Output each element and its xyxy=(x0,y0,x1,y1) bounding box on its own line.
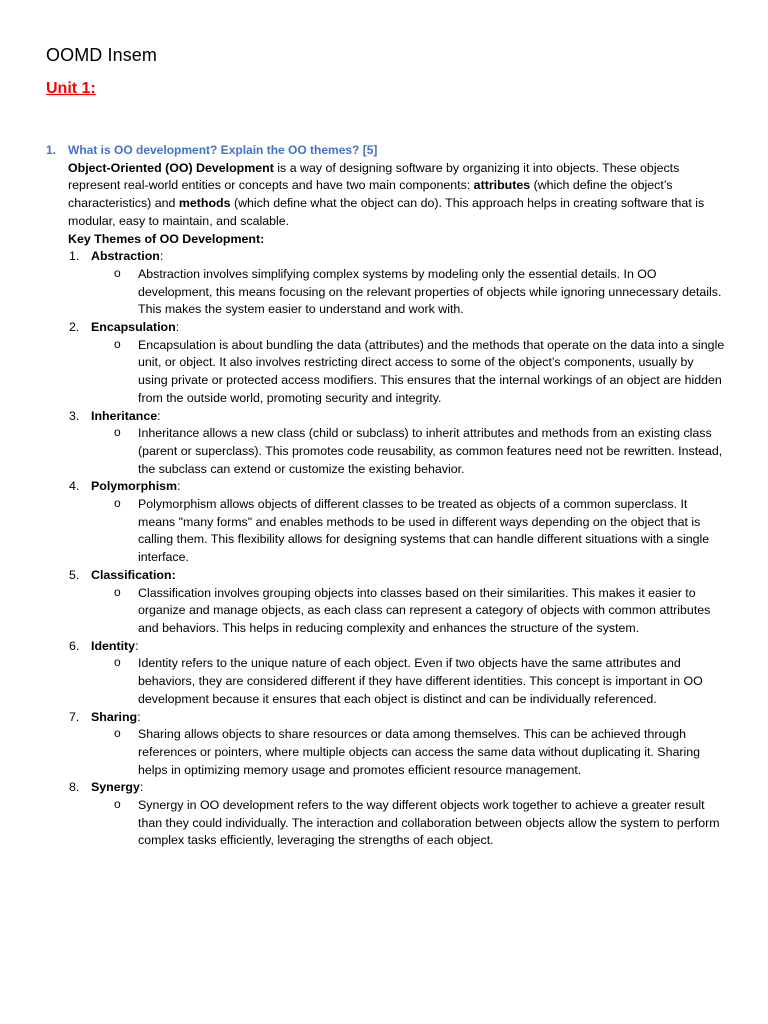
theme-item-abstraction xyxy=(68,248,726,319)
bullet-icon: o xyxy=(114,655,121,670)
theme-item-synergy xyxy=(68,779,726,850)
bullet-icon: o xyxy=(114,726,121,741)
theme-name: Sharing xyxy=(91,709,138,724)
theme-name: Abstraction xyxy=(91,249,160,264)
intro-text-2: (which define the object’s characteristics) and xyxy=(68,178,673,211)
theme-description xyxy=(91,655,726,708)
question-heading xyxy=(46,142,726,160)
theme-suffix: : xyxy=(139,780,144,795)
theme-number: 5. xyxy=(69,567,80,582)
theme-description-text: Synergy in OO development refers to the way different objects work together to achieve a greater result than they could individually. The interaction and collaboration between objects allow the system to perform complex tasks efficiently, leveraging the strengths of each object. xyxy=(138,798,720,848)
themes-list xyxy=(68,248,726,850)
theme-suffix: : xyxy=(157,408,161,423)
theme-item-inheritance xyxy=(68,408,726,479)
theme-description-text: Sharing allows objects to share resources or data among themselves. This can be achieved through references or pointers, where multiple objects can access the same data without duplicating it. Sharing helps in optimizing memory usage and promotes efficient resource management. xyxy=(138,727,701,777)
theme-description-text: Polymorphism allows objects of different classes to be treated as objects of a common superclass. It means "many forms" and enables methods to be used in different ways depending on the object that is calling them. This flexibility allows for designing systems that can handle different situations with a single interface. xyxy=(138,497,710,565)
theme-description xyxy=(91,496,726,567)
bullet-icon: o xyxy=(114,797,121,812)
theme-name: Polymorphism xyxy=(91,479,178,494)
theme-suffix: : xyxy=(159,249,164,264)
theme-name: Inheritance xyxy=(91,408,158,423)
theme-description xyxy=(91,425,726,478)
document-title: OOMD Insem xyxy=(46,45,158,65)
bullet-icon: o xyxy=(114,496,121,511)
theme-name: Encapsulation xyxy=(91,320,176,335)
theme-name: Identity xyxy=(91,638,136,653)
theme-name: Classification: xyxy=(91,567,176,582)
question-number: 1. xyxy=(46,143,57,157)
theme-suffix: : xyxy=(175,320,180,335)
theme-number: 1. xyxy=(69,249,80,264)
intro-text-3: (which define what the object can do). This approach helps in creating software that is modular, easy to maintain, and scalable. xyxy=(68,196,705,228)
theme-description-text: Identity refers to the unique nature of each object. Even if two objects have the same attributes and behaviors, they are considered different if they have different identities. This concept is important in OO development because it ensures that each object is distinct and can be individually referenced. xyxy=(138,656,703,706)
theme-description xyxy=(91,797,726,850)
theme-item-classification xyxy=(68,567,726,638)
intro-methods: methods xyxy=(178,196,231,211)
intro-term: Object-Oriented (OO) Development xyxy=(68,160,274,175)
theme-description-text: Encapsulation is about bundling the data (attributes) and the methods that operate on the data into a single unit, or object. It also involves restricting direct access to some of the object’s components, usually by using private or protected access modifiers. This ensures that the internal workings of an object are hidden from the outside world, promoting security and integrity. xyxy=(138,337,725,405)
theme-number: 7. xyxy=(69,709,80,724)
theme-description xyxy=(91,726,726,779)
bullet-icon: o xyxy=(114,425,121,440)
bullet-icon: o xyxy=(114,336,121,351)
theme-suffix: : xyxy=(177,479,181,494)
theme-suffix: : xyxy=(135,638,139,653)
theme-description xyxy=(91,337,726,408)
theme-description-text: Classification involves grouping objects into classes based on their similarities. This makes it easier to organize and manage objects, as each class can represent a category of objects with common attributes and behaviors. This helps in reducing complexity and enhances the structure of the system. xyxy=(138,585,711,635)
bullet-icon: o xyxy=(114,584,121,599)
bullet-icon: o xyxy=(114,265,121,280)
theme-number: 6. xyxy=(69,638,80,653)
theme-description xyxy=(91,266,726,319)
theme-number: 8. xyxy=(69,780,80,795)
theme-item-identity xyxy=(68,638,726,709)
unit-heading: Unit 1: xyxy=(46,80,96,97)
intro-text-1: is a way of designing software by organizing it into objects. These objects represent real-world entities or concepts and have two main components: xyxy=(68,160,680,193)
key-themes-heading: Key Themes of OO Development: xyxy=(68,231,265,246)
theme-number: 3. xyxy=(69,408,80,423)
intro-paragraph xyxy=(68,160,726,231)
intro-attributes: attributes xyxy=(473,178,531,193)
theme-item-encapsulation xyxy=(68,319,726,408)
theme-item-sharing xyxy=(68,709,726,780)
theme-number: 4. xyxy=(69,479,80,494)
question-text: What is OO development? Explain the OO themes? [5] xyxy=(68,143,378,157)
theme-description-text: Inheritance allows a new class (child or subclass) to inherit attributes and methods from an existing class (parent or superclass). This promotes code reusability, as common features need not be rewritten. Instead, the subclass can extend or customize the existing behavior. xyxy=(138,426,723,476)
theme-description-text: Abstraction involves simplifying complex systems by modeling only the essential details. In OO development, this means focusing on the relevant properties of objects while ignoring unnecessary details. This makes the system easier to understand and work with. xyxy=(138,266,722,317)
answer-block xyxy=(46,160,726,850)
theme-number: 2. xyxy=(69,320,80,335)
theme-name: Synergy xyxy=(91,780,140,795)
theme-item-polymorphism xyxy=(68,478,726,567)
theme-description xyxy=(91,585,726,638)
theme-suffix: : xyxy=(137,709,141,724)
question-section xyxy=(46,142,726,850)
